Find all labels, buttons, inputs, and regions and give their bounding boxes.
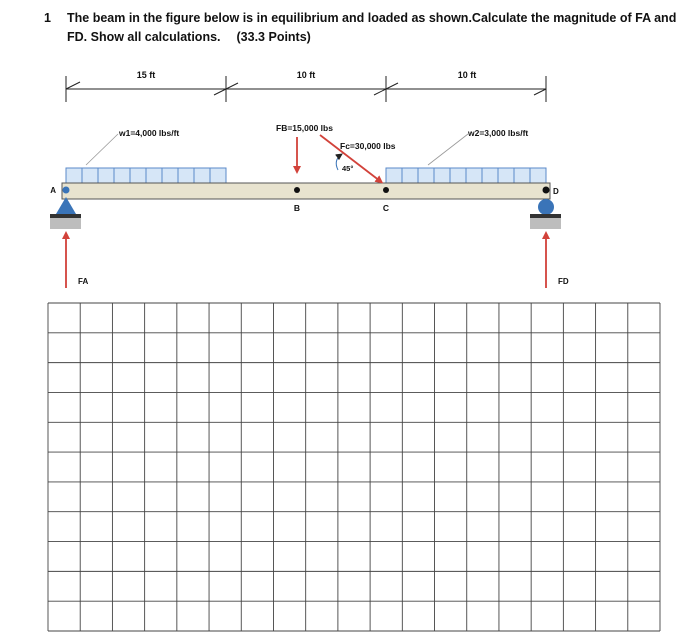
point-b-label: B	[293, 203, 301, 213]
question-number: 1	[44, 11, 51, 25]
point-c-marker	[383, 187, 389, 193]
fa-label: FA	[78, 277, 89, 286]
question-points: (33.3 Points)	[236, 30, 311, 44]
point-d-label: D	[553, 187, 559, 196]
fb-label: FB=15,000 lbs	[276, 123, 333, 133]
answer-grid[interactable]	[48, 303, 660, 631]
fd-label: FD	[558, 277, 569, 286]
beam	[62, 183, 550, 199]
question-text-line2-body: FD. Show all calculations.	[67, 30, 221, 44]
fc-label: Fc=30,000 lbs	[340, 141, 396, 151]
dimension-label-cd: 10 ft	[457, 70, 477, 80]
load-leader-lines	[86, 134, 468, 165]
point-a-label: A	[50, 186, 56, 195]
question-text-line1: The beam in the figure below is in equilibrium and loaded as shown.Calculate the magnitude of FA and	[67, 11, 677, 25]
w1-label: w1=4,000 lbs/ft	[119, 128, 180, 138]
distributed-load-w2	[386, 168, 546, 183]
dimension-label-ab: 15 ft	[136, 70, 156, 80]
distributed-load-w1	[66, 168, 226, 183]
dimension-label-bc: 10 ft	[296, 70, 316, 80]
w2-label: w2=3,000 lbs/ft	[468, 128, 529, 138]
angle-label: 45°	[342, 164, 354, 173]
point-b-marker	[294, 187, 300, 193]
point-c-label: C	[382, 203, 390, 213]
